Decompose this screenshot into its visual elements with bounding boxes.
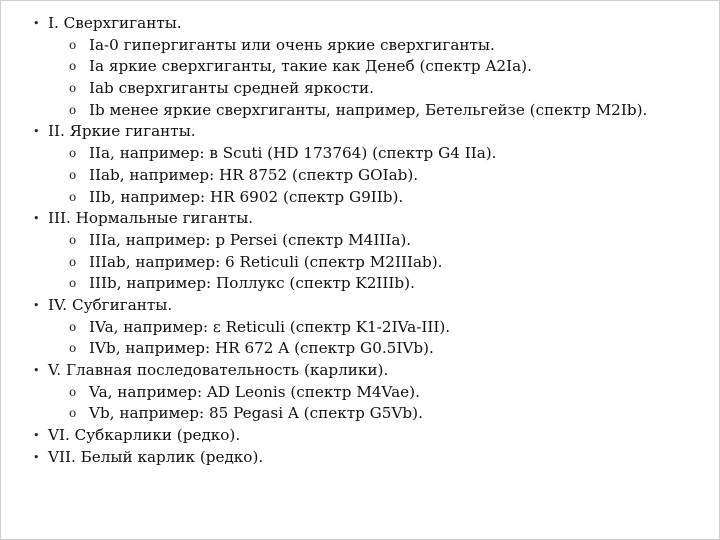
section-item: [33, 360, 703, 425]
section-title: III. Нормальные гиганты.: [48, 209, 254, 228]
subclass-row: [33, 187, 703, 209]
luminosity-class-list: [33, 13, 703, 468]
section-item: [33, 425, 703, 447]
subclass-text: IIab, например: HR 8752 (спектр GOIab).: [89, 165, 419, 184]
subclass-item: [33, 56, 703, 78]
subclass-item: [33, 143, 703, 165]
section-title: VI. Субкарлики (редко).: [48, 426, 241, 445]
subclass-text: IVb, например: HR 672 A (спектр G0.5IVb).: [89, 339, 434, 358]
section-title: IV. Субгиганты.: [48, 295, 173, 314]
subclass-text: Va, например: AD Leonis (спектр M4Vae).: [89, 382, 420, 401]
subclass-text: Ib менее яркие сверхгиганты, например, Бетельгейзе (спектр M2Ib).: [89, 100, 648, 119]
bullet-icon: •: [33, 17, 40, 30]
subclass-list: [33, 35, 703, 122]
subclass-item: [33, 252, 703, 274]
subclass-item: [33, 35, 703, 57]
subclass-text: Iab сверхгиганты средней яркости.: [89, 79, 374, 98]
subclass-row: [33, 403, 703, 425]
bullet-icon: •: [33, 450, 40, 464]
circle-bullet-icon: o: [69, 189, 77, 204]
subclass-list: [33, 230, 703, 295]
circle-bullet-icon: o: [69, 341, 77, 356]
bullet-icon: •: [33, 125, 40, 139]
subclass-text: Vb, например: 85 Pegasi A (спектр G5Vb).: [89, 404, 423, 423]
circle-bullet-icon: o: [69, 232, 77, 247]
circle-bullet-icon: o: [69, 167, 77, 182]
subclass-text: Ia яркие сверхгиганты, такие как Денеб (спектр A2Ia).: [89, 57, 532, 76]
section-row: [33, 295, 703, 317]
circle-bullet-icon: o: [69, 81, 77, 96]
subclass-row: [33, 338, 703, 360]
section-row: [33, 447, 703, 469]
subclass-item: [33, 382, 703, 404]
circle-bullet-icon: o: [69, 102, 77, 117]
circle-bullet-icon: o: [69, 406, 77, 421]
section-title: V. Главная последовательность (карлики).: [48, 361, 389, 379]
subclass-row: [33, 56, 703, 78]
subclass-text: IIIa, например: р Persei (спектр M4IIIa).: [89, 230, 412, 249]
subclass-row: [33, 382, 703, 404]
section-item: [33, 208, 703, 295]
circle-bullet-icon: o: [69, 319, 77, 334]
section-row: [33, 13, 703, 35]
subclass-row: [33, 252, 703, 274]
circle-bullet-icon: o: [69, 146, 77, 161]
slide-content: [33, 13, 703, 468]
subclass-text: IVa, например: ε Reticuli (спектр K1-2IVa-III).: [89, 317, 451, 336]
section-row: [33, 360, 703, 382]
subclass-item: [33, 338, 703, 360]
section-row: [33, 208, 703, 230]
subclass-text: IIIab, например: 6 Reticuli (спектр M2IIIab).: [89, 252, 443, 271]
circle-bullet-icon: o: [69, 276, 77, 291]
section-row: [33, 121, 703, 143]
bullet-icon: •: [33, 429, 40, 443]
section-row: [33, 425, 703, 447]
bullet-icon: •: [33, 212, 40, 226]
subclass-item: [33, 230, 703, 252]
subclass-text: IIb, например: HR 6902 (спектр G9IIb).: [89, 187, 404, 206]
section-item: [33, 295, 703, 360]
section-item: [33, 13, 703, 121]
subclass-item: [33, 78, 703, 100]
subclass-item: [33, 317, 703, 339]
subclass-row: [33, 35, 703, 57]
subclass-text: Ia-0 гипергиганты или очень яркие сверхгиганты.: [89, 35, 495, 54]
circle-bullet-icon: o: [69, 37, 77, 52]
circle-bullet-icon: o: [69, 59, 77, 74]
section-title: VII. Белый карлик (редко).: [48, 447, 264, 466]
circle-bullet-icon: o: [69, 254, 77, 269]
section-item: [33, 121, 703, 208]
subclass-list: [33, 317, 703, 360]
section-title: I. Сверхгиганты.: [48, 14, 182, 32]
section-item: [33, 447, 703, 469]
subclass-row: [33, 165, 703, 187]
subclass-row: [33, 230, 703, 252]
bullet-icon: •: [33, 298, 40, 312]
subclass-text: IIa, например: в Scuti (HD 173764) (спектр G4 IIa).: [89, 144, 497, 163]
subclass-row: [33, 317, 703, 339]
subclass-item: [33, 165, 703, 187]
circle-bullet-icon: o: [69, 384, 77, 399]
subclass-list: [33, 143, 703, 208]
subclass-row: [33, 143, 703, 165]
subclass-row: [33, 100, 703, 122]
bullet-icon: •: [33, 364, 40, 377]
subclass-item: [33, 100, 703, 122]
subclass-item: [33, 403, 703, 425]
subclass-row: [33, 273, 703, 295]
subclass-text: IIIb, например: Поллукс (спектр K2IIIb).: [89, 274, 415, 293]
section-title: II. Яркие гиганты.: [48, 122, 196, 141]
subclass-list: [33, 382, 703, 425]
subclass-item: [33, 273, 703, 295]
subclass-row: [33, 78, 703, 100]
subclass-item: [33, 187, 703, 209]
